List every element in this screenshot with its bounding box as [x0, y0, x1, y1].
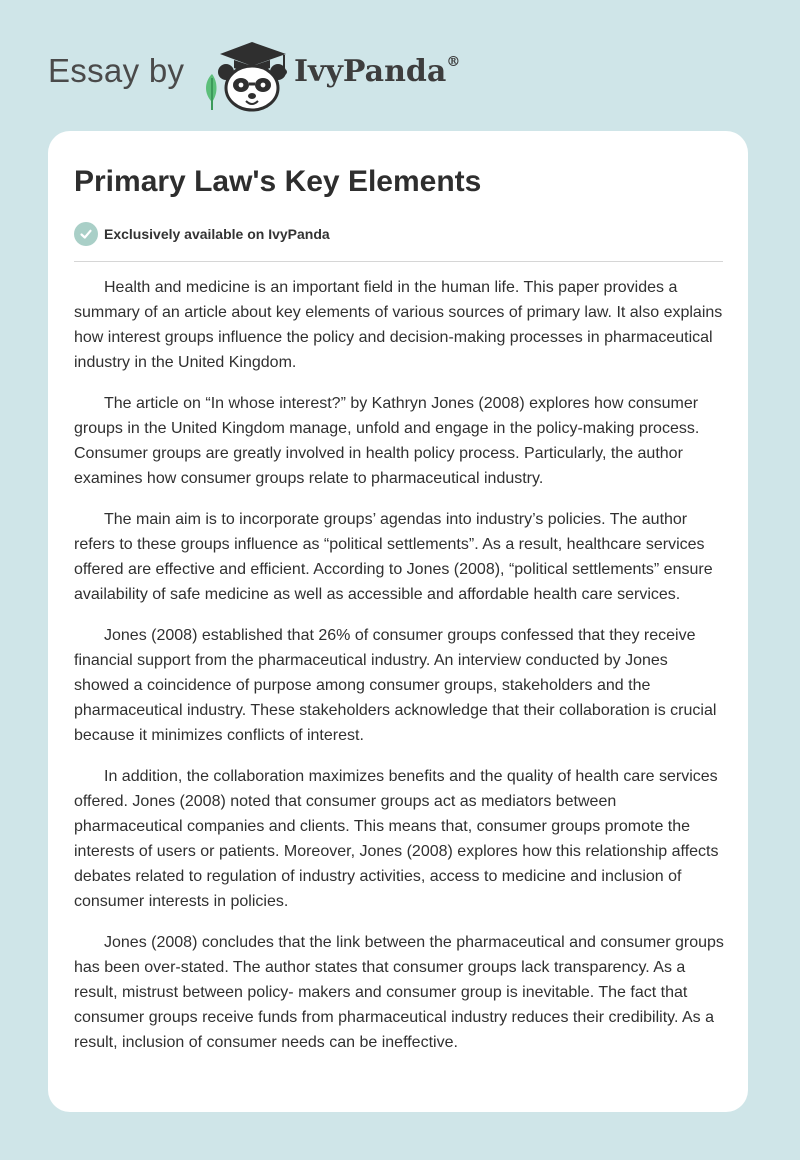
panda-logo-icon: [200, 36, 294, 112]
brand-name: [294, 54, 460, 89]
paragraph-5: In addition, the collaboration maximizes benefits and the quality of health care services offered. Jones (2008) noted that consumer groups act as mediators between pharmaceutical companies and clients. This means that, consumer groups promote the interests of users or patients. Moreover, Jones (2008) explores how this relationship affects debates related to regulation of industry activities, access to medicine and inclusion of consumer interests in policies.: [74, 768, 719, 910]
paragraph-1: Health and medicine is an important field in the human life. This paper provides a summary of an article about key elements of various sources of primary law. It also explains how interest groups influence the policy and decision-making processes in pharmaceutical industry in the United Kingdom.: [74, 279, 723, 371]
check-icon: [74, 222, 98, 246]
brand-name-text: IvyPanda: [294, 54, 447, 89]
page-title: Primary Law's Key Elements: [74, 165, 482, 198]
badge-text: Exclusively available on IvyPanda: [104, 226, 330, 242]
paragraph-6: Jones (2008) concludes that the link between the pharmaceutical and consumer groups has been over-stated. The author states that consumer groups lack transparency. As a result, mistrust between policy- makers and consumer group is inevitable. The fact that consumer groups receive funds from pharmaceutical industry reduces their credibility. As a result, inclusion of consumer needs can be ineffective.: [74, 934, 724, 1051]
essay-by-label: Essay by: [48, 52, 185, 89]
paragraph-2: The article on “In whose interest?” by Kathryn Jones (2008) explores how consumer groups in the United Kingdom manage, unfold and engage in the policy-making process. Consumer groups are greatly involved in health policy process. Particularly, the author examines how consumer groups relate to pharmaceutical industry.: [74, 395, 700, 487]
site-header[interactable]: [48, 36, 528, 112]
exclusive-badge: [74, 222, 330, 246]
article-body: [74, 275, 726, 1071]
registered-mark: ®: [446, 54, 461, 70]
paragraph-4: Jones (2008) established that 26% of consumer groups confessed that they receive financial support from the pharmaceutical industry. An interview conducted by Jones showed a coincidence of purpose among consumer groups, stakeholders and the pharmaceutical industry. These stakeholders acknowledge that their collaboration is crucial because it minimizes conflicts of interest.: [74, 627, 717, 744]
paragraph-3: The main aim is to incorporate groups’ agendas into industry’s policies. The author refers to these groups influence as “political settlements”. As a result, healthcare services offered are effective and efficient. According to Jones (2008), “political settlements” ensure availability of safe medicine as well as accessible and affordable health care services.: [74, 511, 713, 603]
essay-card: [48, 131, 748, 1112]
divider: [74, 261, 723, 262]
